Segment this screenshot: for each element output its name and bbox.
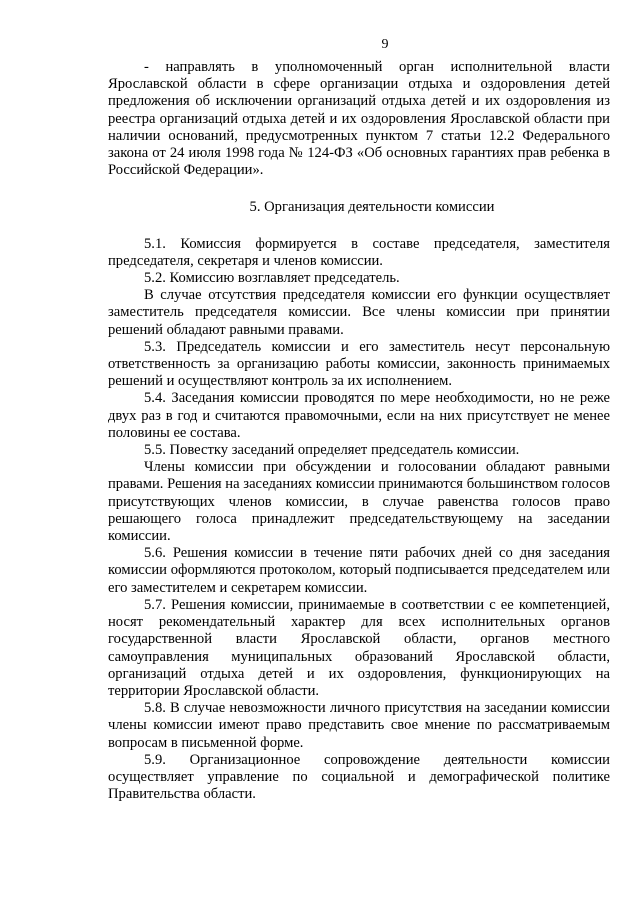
- paragraph-5-2-continued: В случае отсутствия председателя комиссии его функции осуществляет заместитель председателя комиссии. Все члены комиссии при принятии решений обладают равными правами.: [108, 287, 610, 338]
- paragraph-5-3: 5.3. Председатель комиссии и его заместитель несут персональную ответственность за организацию работы комиссии, законность принимаемых решений и осуществляют контроль за их исполнением.: [108, 338, 610, 390]
- paragraph-5-6: 5.6. Решения комиссии в течение пяти рабочих дней со дня заседания комиссии оформляются протоколом, который подписывается председателем или его заместителем и секретарем комиссии.: [108, 545, 610, 596]
- document-page: [108, 0, 610, 905]
- document-body: [108, 59, 610, 803]
- paragraph-5-1: 5.1. Комиссия формируется в составе председателя, заместителя председателя, секретаря и членов комиссии.: [108, 235, 610, 269]
- paragraph-5-7: 5.7. Решения комиссии, принимаемые в соответствии с ее компетенцией, носят рекомендательный характер для всех исполнительных органов государственной власти Ярославской области, органов местного самоуправления муниципальных образований Ярославской области, организаций отдыха детей и их оздоровления, функционирующих на территории Ярославской области.: [108, 596, 610, 699]
- section-heading: 5. Организация деятельности комиссии: [249, 199, 495, 216]
- paragraph-5-2: 5.2. Комиссию возглавляет председатель.: [144, 270, 400, 287]
- paragraph-5-4: 5.4. Заседания комиссии проводятся по мере необходимости, но не реже двух раз в год и считаются правомочными, если на них присутствует не менее половины ее состава.: [108, 390, 610, 441]
- page-number: 9: [381, 37, 389, 52]
- intro-paragraph: - направлять в уполномоченный орган исполнительной власти Ярославской области в сфере организации отдыха и оздоровления детей предложения об исключении организаций отдыха детей и их оздоровления из реестра организаций отдыха детей и их оздоровления Ярославской области при наличии оснований, предусмотренных пунктом 7 статьи 12.2 Федерального закона от 24 июля 1998 года № 124-ФЗ «Об основных гарантиях прав ребенка в Российской Федерации».: [108, 59, 610, 179]
- paragraph-5-9: 5.9. Организационное сопровождение деятельности комиссии осуществляет управление по социальной и демографической политике Правительства области.: [108, 751, 610, 803]
- paragraph-5-5: 5.5. Повестку заседаний определяет председатель комиссии.: [144, 442, 520, 459]
- paragraph-5-8: 5.8. В случае невозможности личного присутствия на заседании комиссии члены комиссии имеют право представить свое мнение по рассматриваемым вопросам в письменной форме.: [108, 700, 610, 751]
- paragraph-5-5-continued: Члены комиссии при обсуждении и голосовании обладают равными правами. Решения на заседаниях комиссии принимаются большинством голосов присутствующих членов комиссии, в случае равенства голосов право решающего голоса принадлежит председательствующему на заседании комиссии.: [108, 459, 610, 545]
